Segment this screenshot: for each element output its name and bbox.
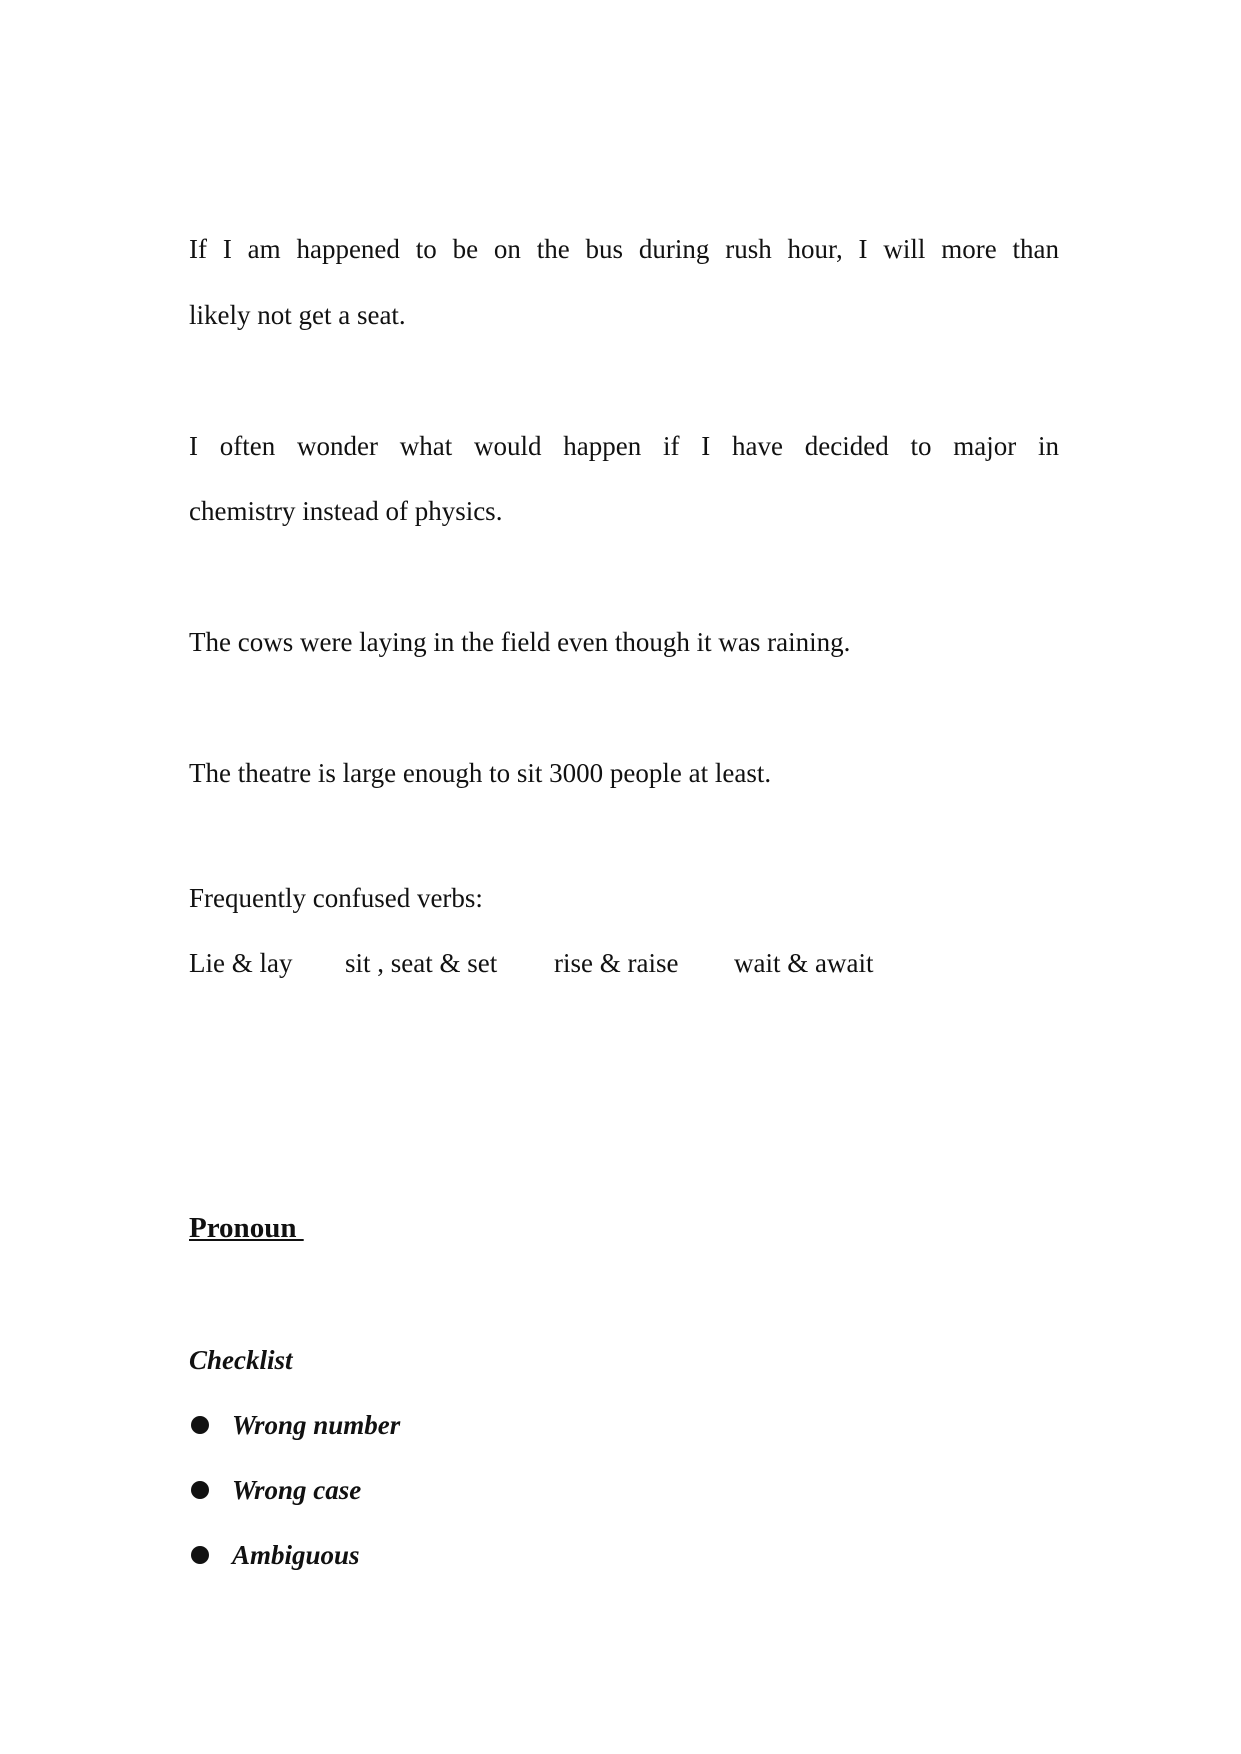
verb-pair: sit , seat & set (345, 948, 498, 978)
checklist-item-label: Wrong case (232, 1475, 362, 1505)
paragraph-3: The cows were laying in the field even though it was raining. (189, 627, 851, 657)
verb-pair: Lie & lay (189, 948, 293, 978)
verb-pair: wait & await (734, 948, 874, 978)
paragraph-2-line-1: I often wonder what would happen if I have decided to major in (189, 431, 1059, 461)
paragraph-2-line-2: chemistry instead of physics. (189, 496, 503, 526)
confused-verbs-label: Frequently confused verbs: (189, 883, 483, 913)
checklist-title: Checklist (189, 1345, 293, 1375)
paragraph-4: The theatre is large enough to sit 3000 people at least. (189, 758, 772, 788)
bullet-icon (191, 1416, 209, 1434)
bullet-icon (191, 1546, 209, 1564)
paragraph-1-line-1: If I am happened to be on the bus during rush hour, I will more than (189, 234, 1059, 264)
paragraph-1-line-2: likely not get a seat. (189, 300, 406, 330)
checklist-item-label: Ambiguous (232, 1540, 360, 1570)
verb-pair: rise & raise (554, 948, 679, 978)
section-heading: Pronoun (189, 1212, 304, 1244)
bullet-icon (191, 1481, 209, 1499)
checklist-item-label: Wrong number (232, 1410, 401, 1440)
